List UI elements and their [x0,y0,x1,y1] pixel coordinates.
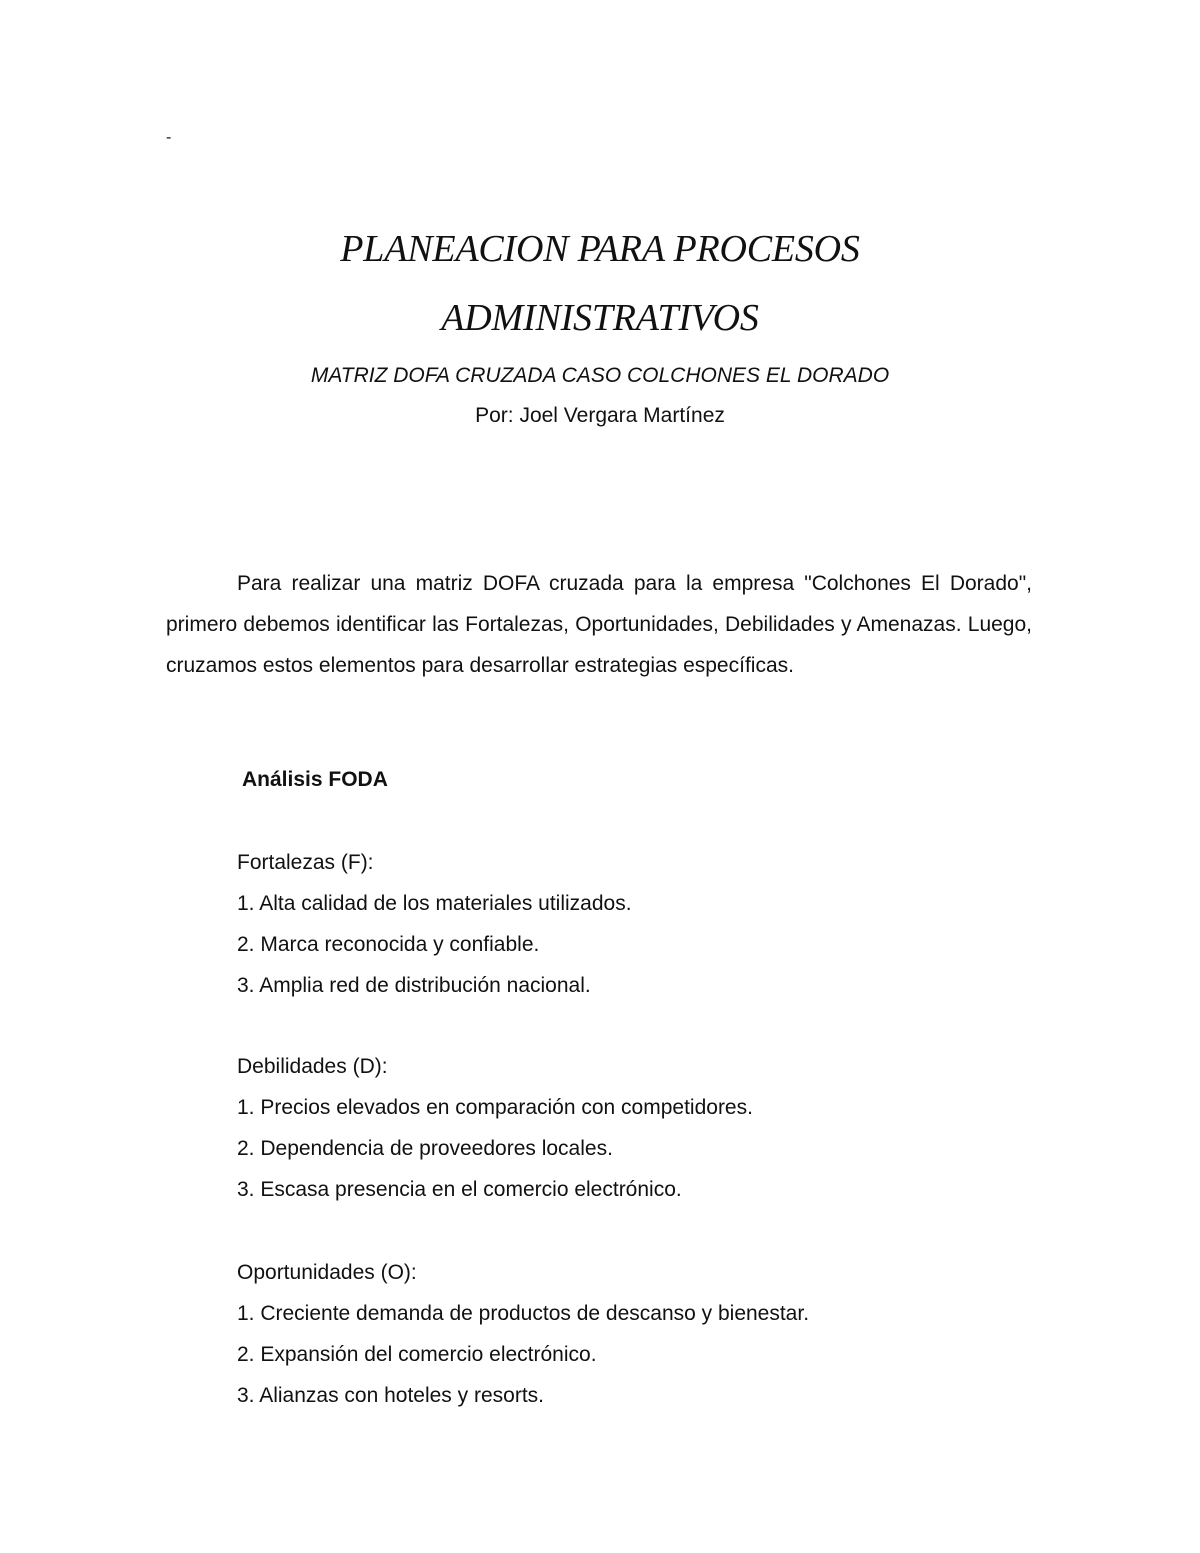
document-title-line-2: ADMINISTRATIVOS [441,297,759,339]
debilidades-section [237,1046,1037,1210]
list-item: 1. Alta calidad de los materiales utilizados. [237,892,632,915]
document-subtitle: MATRIZ DOFA CRUZADA CASO COLCHONES EL DORADO [310,364,890,387]
list-item: 3. Amplia red de distribución nacional. [237,974,591,997]
list-item: 3. Escasa presencia en el comercio electrónico. [237,1178,682,1201]
list-item: 1. Creciente demanda de productos de descanso y bienestar. [237,1302,810,1325]
list-item: 1. Precios elevados en comparación con competidores. [237,1096,753,1119]
list-item: 2. Expansión del comercio electrónico. [237,1343,597,1366]
oportunidades-title: Oportunidades (O): [237,1261,417,1284]
intro-paragraph: Para realizar una matriz DOFA cruzada para la empresa "Colchones El Dorado", primero debemos identificar las Fortalezas, Oportunidades, Debilidades y Amenazas. Luego, cruzamos estos elementos para desarrollar estrategias específicas. [166,572,1032,677]
debilidades-title: Debilidades (D): [237,1055,388,1078]
document-title-line-1: PLANEACION PARA PROCESOS [340,228,860,270]
top-mark: - [166,129,172,146]
analysis-heading: Análisis FODA [242,768,388,791]
list-item: 2. Dependencia de proveedores locales. [237,1137,613,1160]
list-item: 3. Alianzas con hoteles y resorts. [237,1384,544,1407]
oportunidades-section [237,1252,1037,1416]
fortalezas-title: Fortalezas (F): [237,851,374,874]
document-author: Por: Joel Vergara Martínez [475,404,725,427]
list-item: 2. Marca reconocida y confiable. [237,933,540,956]
fortalezas-section [237,842,1037,1006]
